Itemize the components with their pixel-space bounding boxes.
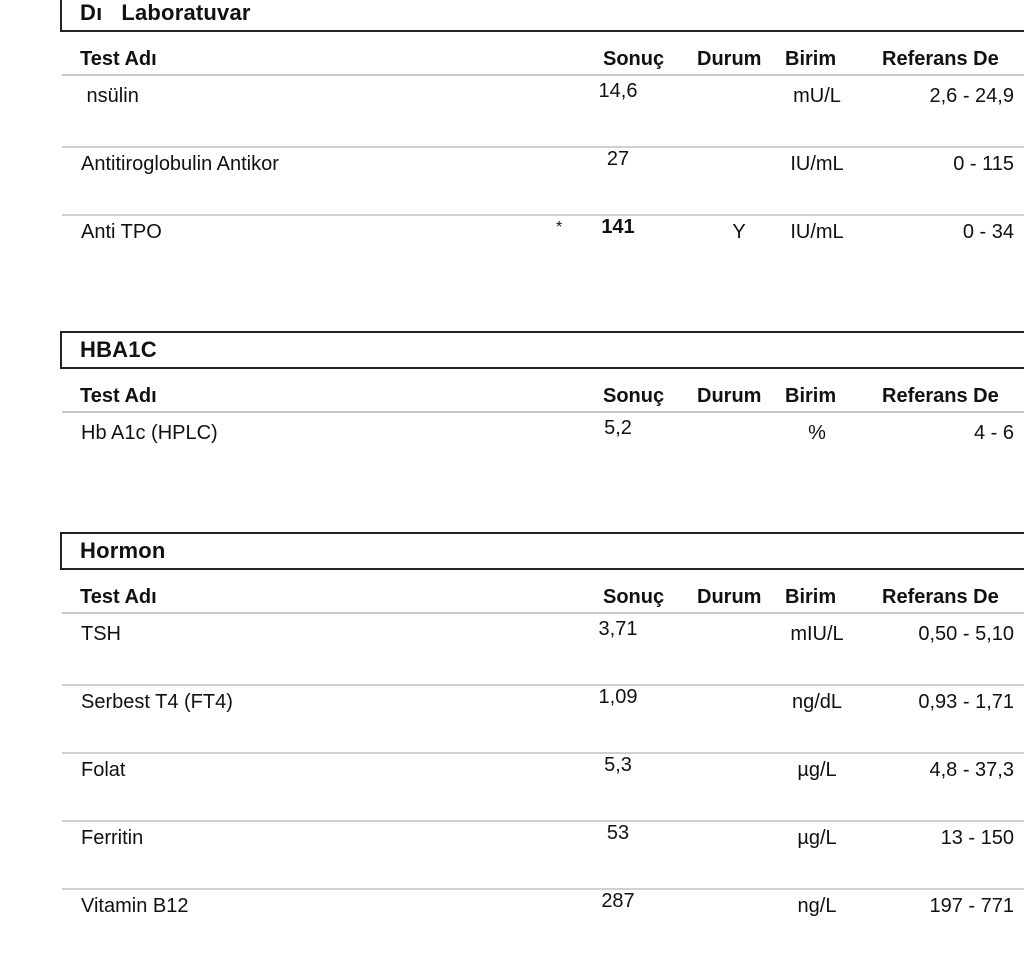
table-row: Anti TPO * 141 Y IU/mL 0 - 34 bbox=[0, 216, 1024, 284]
header-status: Durum bbox=[697, 385, 762, 407]
header-reference: Referans De bbox=[882, 385, 999, 407]
header-result: Sonuç bbox=[603, 48, 665, 70]
table-header bbox=[0, 586, 1024, 612]
header-test: Test Adı bbox=[80, 586, 157, 608]
header-result: Sonuç bbox=[603, 586, 665, 608]
table-row: Folat 5,3 µg/L 4,8 - 37,3 bbox=[0, 754, 1024, 822]
header-status: Durum bbox=[697, 48, 762, 70]
test-name: Folat bbox=[81, 759, 126, 781]
header-reference: Referans De bbox=[882, 586, 999, 608]
row-divider bbox=[62, 214, 1024, 216]
header-unit: Birim bbox=[785, 586, 837, 608]
header-unit: Birim bbox=[785, 385, 837, 407]
test-name: Anti TPO bbox=[81, 221, 162, 243]
header-result: Sonuç bbox=[603, 385, 665, 407]
test-name: Antitiroglobulin Antikor bbox=[81, 153, 279, 175]
header-reference: Referans De bbox=[882, 48, 999, 70]
row-divider bbox=[62, 684, 1024, 686]
row-divider bbox=[62, 820, 1024, 822]
table-row: Vitamin B12 287 ng/L 197 - 771 bbox=[0, 890, 1024, 958]
header-divider bbox=[62, 612, 1024, 614]
test-name: Serbest T4 (FT4) bbox=[81, 691, 233, 713]
header-status: Durum bbox=[697, 586, 762, 608]
header-test: Test Adı bbox=[80, 385, 157, 407]
header-divider bbox=[62, 74, 1024, 76]
table-row: TSH 3,71 mIU/L 0,50 - 5,10 bbox=[81, 618, 1014, 645]
table-row: nsülin 14,6 mU/L 2,6 - 24,9 bbox=[81, 80, 1014, 107]
table-row: Ferritin 53 µg/L 13 - 150 bbox=[0, 822, 1024, 890]
header-test: Test Adı bbox=[80, 48, 157, 70]
table-header bbox=[0, 385, 1024, 411]
section-title: HBA1C bbox=[80, 337, 157, 362]
row-divider bbox=[62, 888, 1024, 890]
test-name: Ferritin bbox=[81, 827, 144, 849]
table-header bbox=[0, 48, 1024, 74]
section-title-box bbox=[60, 331, 1024, 369]
test-name: nsülin bbox=[81, 85, 139, 107]
section-title-box bbox=[60, 0, 1024, 32]
table-row: Serbest T4 (FT4) 1,09 ng/dL 0,93 - 1,71 bbox=[0, 686, 1024, 754]
table-row: Hb A1c (HPLC) 5,2 % 4 - 6 bbox=[81, 417, 1014, 444]
section-title-box bbox=[60, 532, 1024, 570]
header-divider bbox=[62, 411, 1024, 413]
section-title: Hormon bbox=[80, 538, 166, 563]
test-name: Vitamin B12 bbox=[81, 895, 189, 917]
row-divider bbox=[62, 752, 1024, 754]
header-unit: Birim bbox=[785, 48, 837, 70]
abnormal-flag: * bbox=[556, 219, 563, 236]
test-name: Hb A1c (HPLC) bbox=[81, 422, 218, 444]
row-divider bbox=[62, 146, 1024, 148]
table-row: Antitiroglobulin Antikor 27 IU/mL 0 - 115 bbox=[0, 148, 1024, 216]
section-title: Dı Laboratuvar bbox=[80, 0, 251, 25]
test-name: TSH bbox=[81, 623, 121, 645]
